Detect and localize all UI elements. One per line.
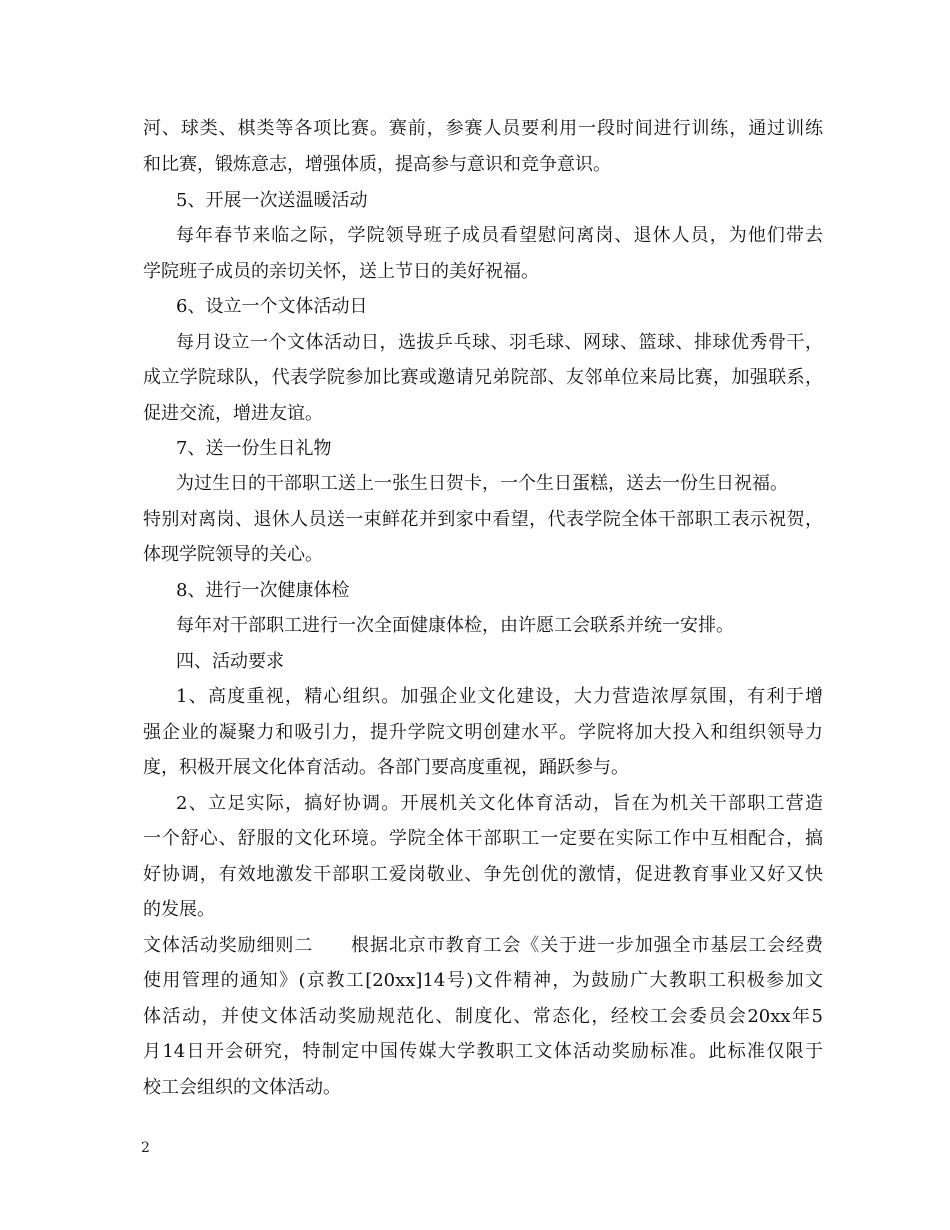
paragraph-line: 2、立足实际，搞好协调。开展机关文化体育活动，旨在为机关干部职工营造 <box>176 793 823 814</box>
paragraph-line: 一个舒心、舒服的文化环境。学院全体干部职工一定要在实际工作中互相配合，搞 <box>143 828 823 849</box>
paragraph-line: 月14日开会研究，特制定中国传媒大学教职工文体活动奖励标准。此标准仅限于 <box>143 1041 823 1062</box>
paragraph-line: 每年对干部职工进行一次全面健康体检，由许愿工会联系并统一安排。 <box>176 615 734 636</box>
paragraph-line: 好协调，有效地激发干部职工爱岗敬业、争先创优的激情，促进教育事业又好又快 <box>143 864 823 885</box>
paragraph-line: 促进交流，增进友谊。 <box>143 403 323 424</box>
paragraph-line: 的发展。 <box>143 899 215 920</box>
paragraph-line: 河、球类、棋类等各项比赛。赛前，参赛人员要利用一段时间进行训练，通过训练 <box>143 118 823 139</box>
paragraph-line: 每年春节来临之际，学院领导班子成员看望慰问离岗、退休人员，为他们带去 <box>176 225 823 246</box>
page-number: 2 <box>141 1140 150 1156</box>
paragraph-line: 体现学院领导的关心。 <box>143 544 323 565</box>
paragraph-line: 强企业的凝聚力和吸引力，提升学院文明创建水平。学院将加大投入和组织领导力 <box>143 722 823 743</box>
paragraph-line: 体活动，并使文体活动奖励规范化、制度化、常态化，经校工会委员会20xx年5 <box>143 1006 823 1027</box>
paragraph-line: 和比赛，锻炼意志，增强体质，提高参与意识和竞争意识。 <box>143 154 611 175</box>
paragraph-line: 校工会组织的文体活动。 <box>143 1077 341 1098</box>
paragraph-line: 1、高度重视，精心组织。加强企业文化建设，大力营造浓厚氛围，有利于增 <box>176 686 823 707</box>
section-heading: 7、送一份生日礼物 <box>176 438 332 459</box>
paragraph-line: 每月设立一个文体活动日，选拔乒乓球、羽毛球、网球、篮球、排球优秀骨干， <box>176 332 823 353</box>
paragraph-line: 学院班子成员的亲切关怀，送上节日的美好祝福。 <box>143 261 539 282</box>
section-heading: 四、活动要求 <box>176 651 284 672</box>
paragraph-line: 使用管理的通知》(京教工[20xx]14号)文件精神，为鼓励广大教职工积极参加文 <box>143 970 823 991</box>
paragraph-line: 度，积极开展文化体育活动。各部门要高度重视，踊跃参与。 <box>143 757 629 778</box>
paragraph-line: 为过生日的干部职工送上一张生日贺卡，一个生日蛋糕，送去一份生日祝福。 <box>176 473 788 494</box>
section-heading: 6、设立一个文体活动日 <box>176 296 368 317</box>
paragraph-line: 成立学院球队，代表学院参加比赛或邀请兄弟院部、友邻单位来局比赛，加强联系， <box>143 367 823 388</box>
paragraph-line: 特别对离岗、退休人员送一束鲜花并到家中看望，代表学院全体干部职工表示祝贺， <box>143 509 823 530</box>
section-heading: 8、进行一次健康体检 <box>176 580 350 601</box>
section-heading: 5、开展一次送温暖活动 <box>176 190 368 211</box>
section-heading: 文体活动奖励细则二 根据北京市教育工会《关于进一步加强全市基层工会经费 <box>143 935 823 956</box>
